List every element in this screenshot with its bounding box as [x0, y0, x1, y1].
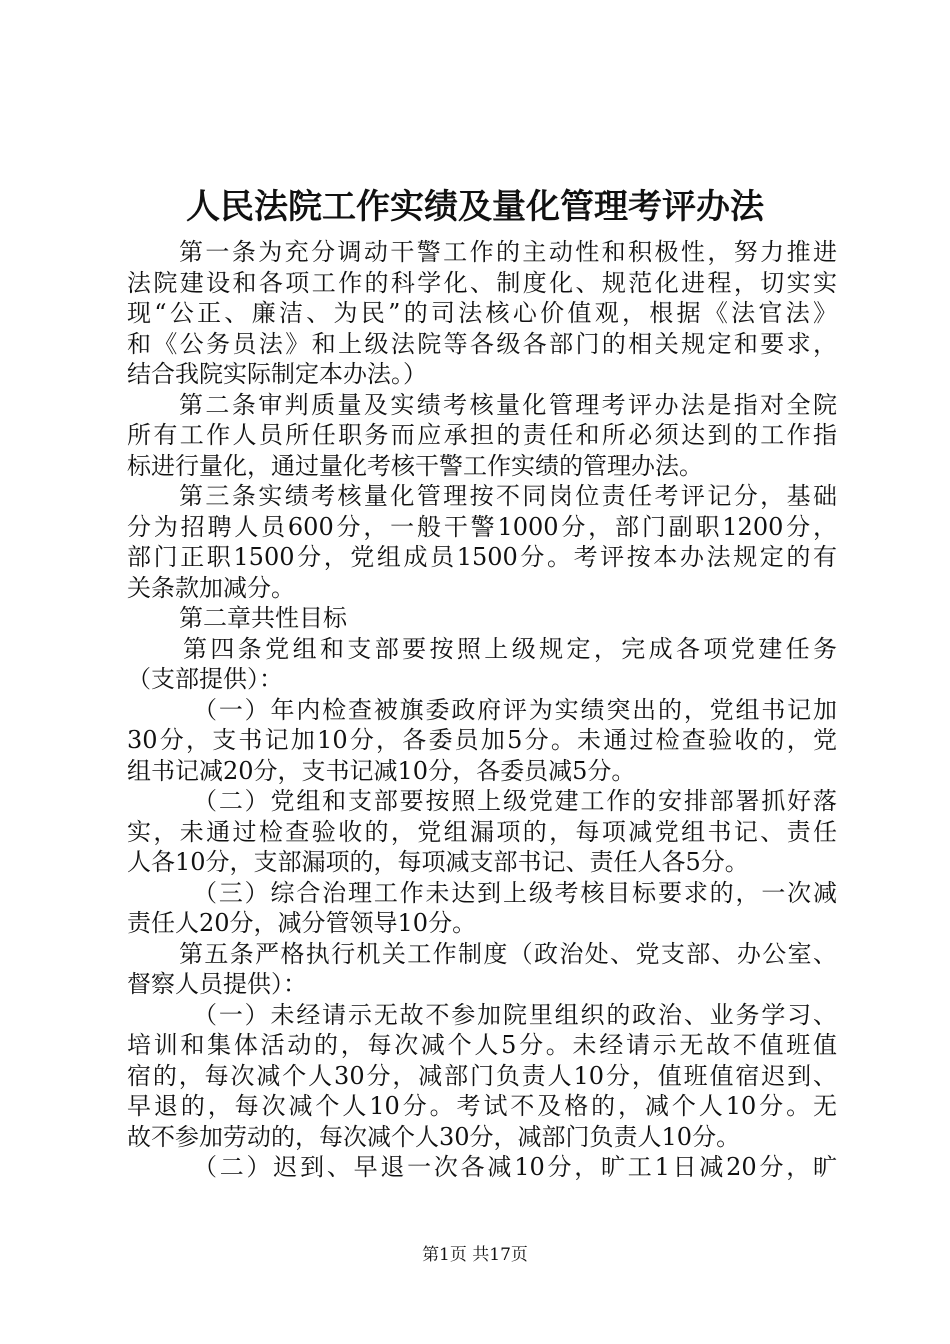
- text-line: （二）迟到、早退一次各减10分，旷工1日减20分，旷: [193, 1153, 837, 1181]
- text-line: 督察人员提供）：: [127, 970, 307, 998]
- text-line: （三）综合治理工作未达到上级考核目标要求的，一次减: [193, 878, 837, 907]
- document-body: [127, 237, 837, 1183]
- text-line: 关条款加减分。: [127, 573, 295, 602]
- text-line: 实，未通过检查验收的，党组漏项的，每项减党组书记、责任: [127, 817, 837, 846]
- text-line: 第五条严格执行机关工作制度（政治处、党支部、办公室、: [179, 939, 837, 968]
- text-line: 第三条实绩考核量化管理按不同岗位责任考评记分，基础: [179, 482, 837, 510]
- text-line: 故不参加劳动的，每次减个人30分，减部门负责人10分。: [127, 1122, 741, 1151]
- text-line: 第四条党组和支部要按照上级规定，完成各项党建任务: [183, 634, 837, 663]
- chapter-heading: 第二章共性目标: [179, 604, 347, 632]
- text-line: 人各10分，支部漏项的，每项减支部书记、责任人各5分。: [127, 848, 749, 876]
- text-line: 宿的，每次减个人30分，减部门负责人10分，值班值宿迟到、: [127, 1061, 837, 1090]
- text-line: 责任人20分，减分管领导10分。: [127, 909, 477, 937]
- text-line: 第一条为充分调动干警工作的主动性和积极性，努力推进: [179, 238, 837, 266]
- text-line: 培训和集体活动的，每次减个人5分。未经请示无故不值班值: [127, 1031, 837, 1059]
- document-title: 人民法院工作实绩及量化管理考评办法: [186, 187, 764, 227]
- text-line: 所有工作人员所任职务而应承担的责任和所必须达到的工作指: [127, 421, 837, 449]
- text-line: 结合我院实际制定本办法。）: [127, 360, 427, 388]
- text-line: 法院建设和各项工作的科学化、制度化、规范化进程，切实实: [127, 268, 837, 297]
- text-line: 标进行量化，通过量化考核干警工作实绩的管理办法。: [127, 451, 703, 480]
- text-line: （一）未经请示无故不参加院里组织的政治、业务学习、: [193, 1000, 837, 1029]
- text-line: 组书记减20分，支书记减10分，各委员减5分。: [127, 756, 636, 785]
- text-line: 早退的，每次减个人10分。考试不及格的，减个人10分。无: [127, 1092, 837, 1120]
- text-line: 部门正职1500分，党组成员1500分。考评按本办法规定的有: [127, 543, 837, 571]
- text-line: （一）年内检查被旗委政府评为实绩突出的，党组书记加: [193, 695, 837, 724]
- text-line: （支部提供）：: [127, 665, 283, 693]
- text-line: 现“公正、廉洁、为民”的司法核心价值观，根据《法官法》: [127, 299, 837, 327]
- text-line: 分为招聘人员600分，一般干警1000分，部门副职1200分，: [127, 512, 837, 541]
- page-number: 第1页 共17页: [422, 1245, 528, 1265]
- text-line: 和《公务员法》和上级法院等各级各部门的相关规定和要求，: [127, 329, 837, 358]
- text-line: （二）党组和支部要按照上级党建工作的安排部署抓好落: [193, 787, 837, 815]
- text-line: 30分，支书记加10分，各委员加5分。未通过检查验收的，党: [127, 726, 837, 754]
- text-line: 第二条审判质量及实绩考核量化管理考评办法是指对全院: [179, 390, 837, 419]
